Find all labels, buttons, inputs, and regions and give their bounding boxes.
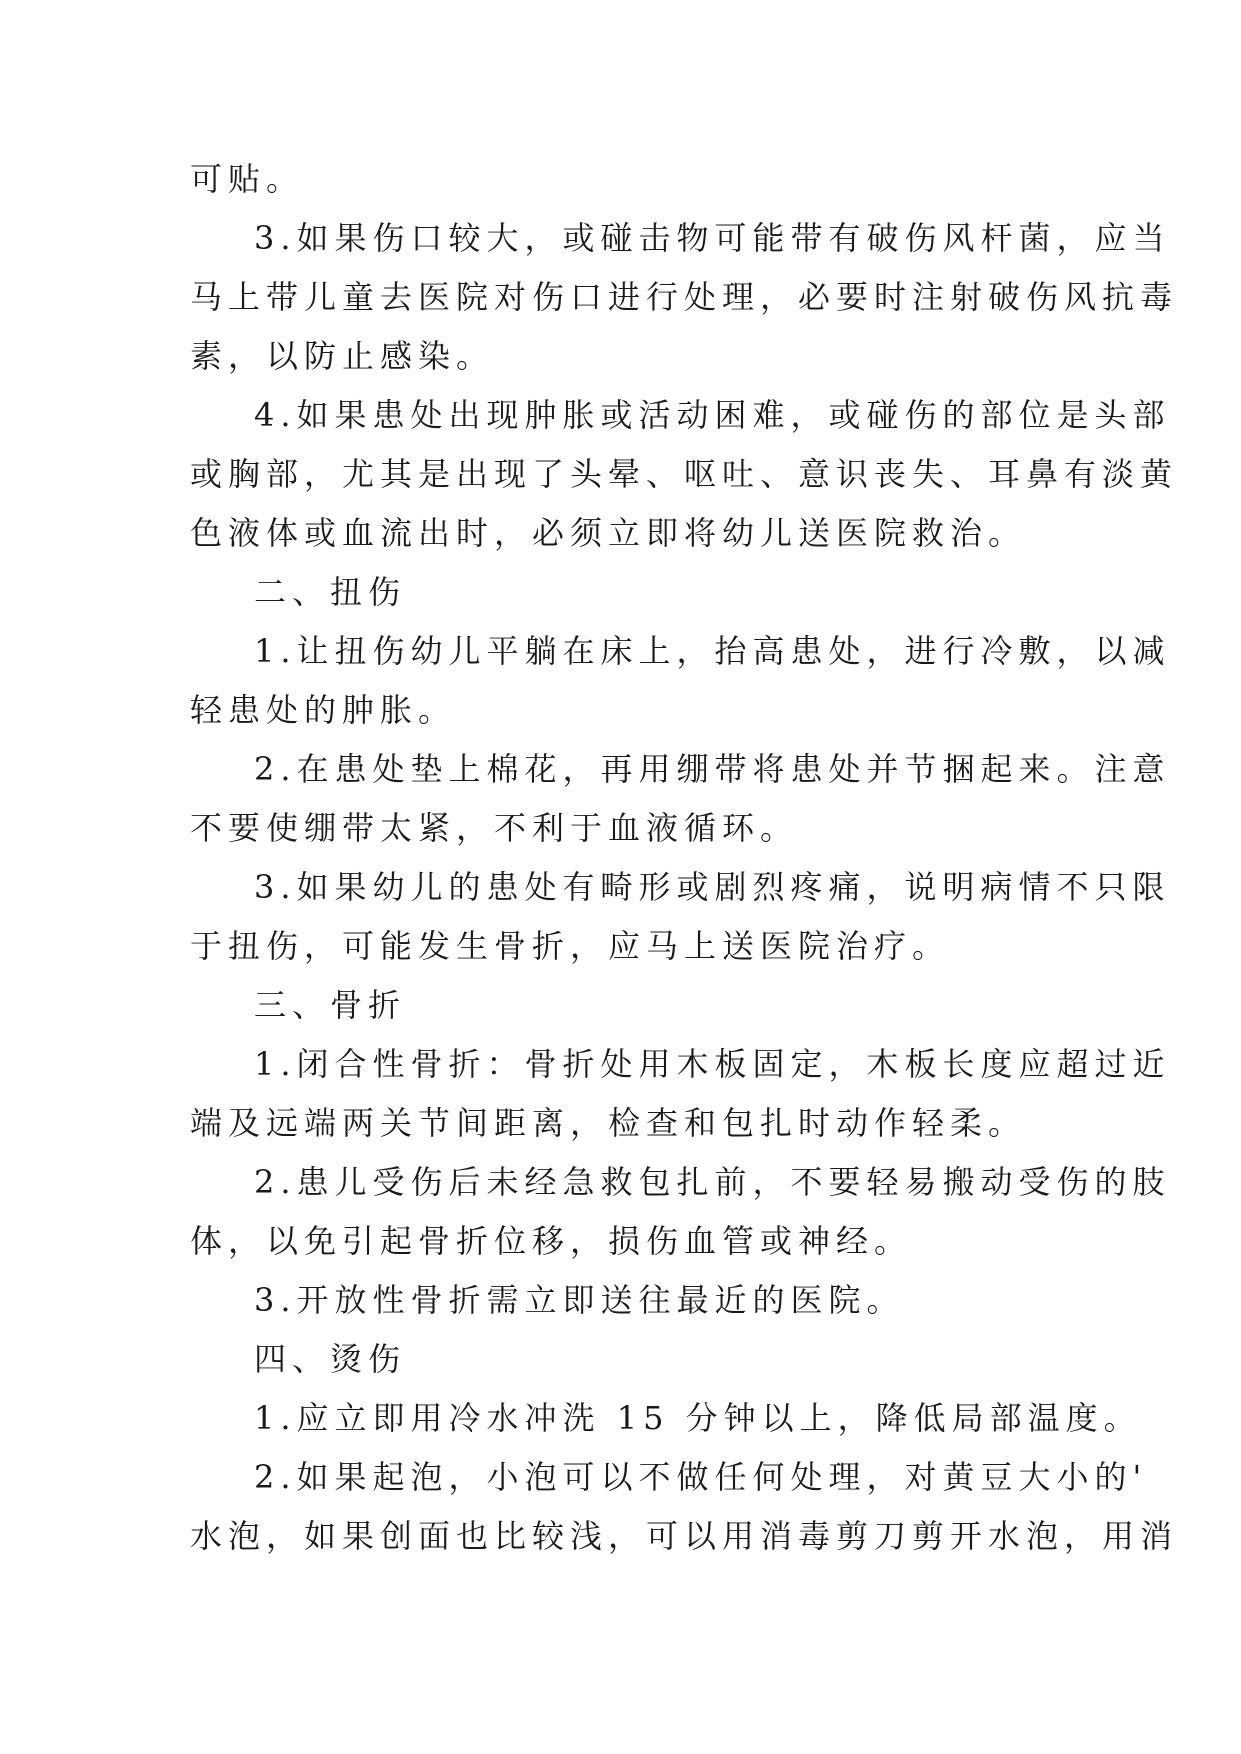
text-line: 可贴。 (190, 160, 305, 198)
section-heading: 四、烫伤 (254, 1340, 407, 1378)
text-line: 3.如果幼儿的患处有畸形或剧烈疼痛，说明病情不只限 (254, 868, 1171, 906)
text-line: 端及远端两关节间距离，检查和包扎时动作轻柔。 (190, 1104, 1027, 1142)
text-line: 体，以免引起骨折位移，损伤血管或神经。 (190, 1222, 913, 1260)
text-line: 或胸部，尤其是出现了头晕、呕吐、意识丧失、耳鼻有淡黄 (190, 455, 1179, 493)
section-heading: 二、扭伤 (254, 573, 407, 611)
document-page (190, 150, 1179, 1566)
text-line: 不要使绷带太紧，不利于血液循环。 (190, 809, 799, 847)
section-heading: 三、骨折 (254, 986, 407, 1024)
text-line: 于扭伤，可能发生骨折，应马上送医院治疗。 (190, 927, 951, 965)
text-line: 3.开放性骨折需立即送往最近的医院。 (254, 1281, 905, 1319)
text-line: 3.如果伤口较大，或碰击物可能带有破伤风杆菌，应当 (254, 219, 1171, 257)
text-line: 2.如果起泡，小泡可以不做任何处理，对黄豆大小的' (254, 1458, 1148, 1496)
text-line: 水泡，如果创面也比较浅，可以用消毒剪刀剪开水泡，用消 (190, 1517, 1179, 1555)
text-line: 1.让扭伤幼儿平躺在床上，抬高患处，进行冷敷，以减 (254, 632, 1171, 670)
text-line: 色液体或血流出时，必须立即将幼儿送医院救治。 (190, 514, 1027, 552)
text-line: 4.如果患处出现肿胀或活动困难，或碰伤的部位是头部 (254, 396, 1171, 434)
text-line: 轻患处的肿胀。 (190, 691, 457, 729)
text-line: 素，以防止感染。 (190, 337, 495, 375)
text-line: 马上带儿童去医院对伤口进行处理，必要时注射破伤风抗毒 (190, 278, 1179, 316)
text-line: 1.应立即用冷水冲洗 15 分钟以上，降低局部温度。 (254, 1399, 1142, 1437)
text-line: 2.患儿受伤后未经急救包扎前，不要轻易搬动受伤的肢 (254, 1163, 1171, 1201)
text-line: 1.闭合性骨折：骨折处用木板固定，木板长度应超过近 (254, 1045, 1171, 1083)
text-line: 2.在患处垫上棉花，再用绷带将患处并节捆起来。注意 (254, 750, 1171, 788)
